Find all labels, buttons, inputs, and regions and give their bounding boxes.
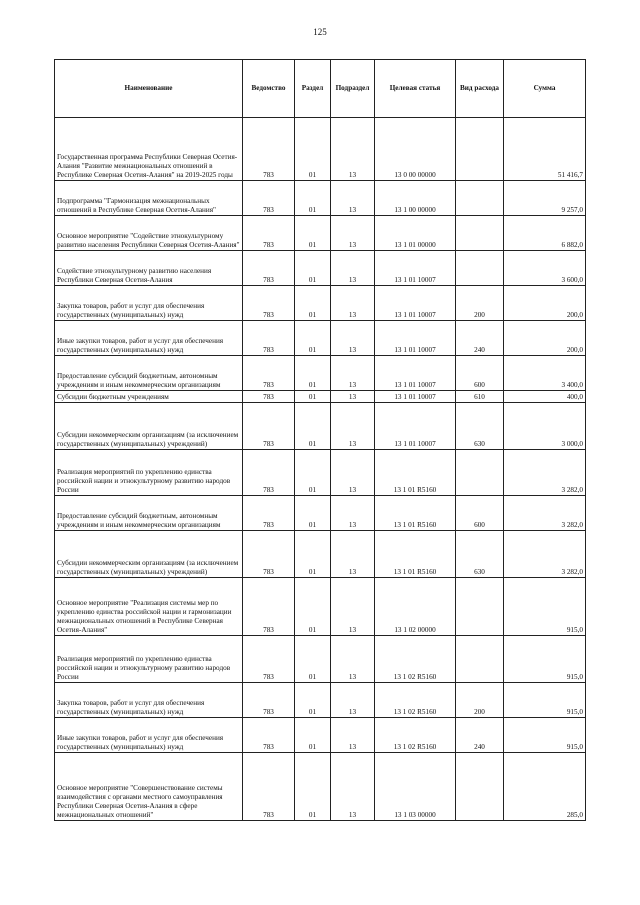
row-sum: 915,0 — [504, 636, 586, 683]
table-row — [55, 531, 586, 578]
row-department: 783 — [243, 718, 295, 753]
row-section: 01 — [295, 578, 331, 636]
row-sum: 200,0 — [504, 286, 586, 321]
row-target-article: 13 1 01 10007 — [375, 391, 456, 403]
row-expense-type: 200 — [456, 286, 504, 321]
row-subsection: 13 — [331, 450, 375, 496]
row-section: 01 — [295, 321, 331, 356]
row-target-article: 13 0 00 00000 — [375, 118, 456, 181]
row-expense-type — [456, 251, 504, 286]
row-section: 01 — [295, 531, 331, 578]
row-department: 783 — [243, 578, 295, 636]
row-name: Реализация мероприятий по укреплению единства российской нации и этнокультурному развитию народов России — [55, 450, 243, 496]
row-section: 01 — [295, 181, 331, 216]
row-department: 783 — [243, 216, 295, 251]
row-expense-type: 610 — [456, 391, 504, 403]
row-expense-type — [456, 753, 504, 821]
row-department: 783 — [243, 251, 295, 286]
row-expense-type: 240 — [456, 718, 504, 753]
row-target-article: 13 1 01 R5160 — [375, 531, 456, 578]
table-row — [55, 356, 586, 391]
row-expense-type: 240 — [456, 321, 504, 356]
row-sum: 3 282,0 — [504, 450, 586, 496]
table-row — [55, 718, 586, 753]
row-name: Основное мероприятие "Совершенствование системы взаимодействия с органами местного самоуправления Республики Северная Осетия-Алания в сфере межнациональных отношений" — [55, 753, 243, 821]
header-subsection: Подраздел — [331, 60, 375, 118]
header-name: Наименование — [55, 60, 243, 118]
row-subsection: 13 — [331, 683, 375, 718]
row-department: 783 — [243, 753, 295, 821]
table-row — [55, 251, 586, 286]
row-expense-type: 600 — [456, 356, 504, 391]
row-department: 783 — [243, 450, 295, 496]
table-header-row — [55, 60, 586, 118]
row-subsection: 13 — [331, 356, 375, 391]
table-row — [55, 321, 586, 356]
row-section: 01 — [295, 356, 331, 391]
row-name: Иные закупки товаров, работ и услуг для обеспечения государственных (муниципальных) нужд — [55, 718, 243, 753]
row-sum: 6 882,0 — [504, 216, 586, 251]
row-name: Закупка товаров, работ и услуг для обеспечения государственных (муниципальных) нужд — [55, 683, 243, 718]
row-subsection: 13 — [331, 118, 375, 181]
row-section: 01 — [295, 403, 331, 450]
row-department: 783 — [243, 286, 295, 321]
table-row — [55, 683, 586, 718]
row-target-article: 13 1 01 R5160 — [375, 496, 456, 531]
row-sum: 915,0 — [504, 718, 586, 753]
row-subsection: 13 — [331, 216, 375, 251]
row-subsection: 13 — [331, 403, 375, 450]
row-target-article: 13 1 01 00000 — [375, 216, 456, 251]
row-department: 783 — [243, 531, 295, 578]
row-sum: 915,0 — [504, 683, 586, 718]
row-section: 01 — [295, 636, 331, 683]
row-section: 01 — [295, 216, 331, 251]
row-subsection: 13 — [331, 636, 375, 683]
table-row — [55, 118, 586, 181]
table-row — [55, 578, 586, 636]
row-subsection: 13 — [331, 531, 375, 578]
row-subsection: 13 — [331, 391, 375, 403]
row-target-article: 13 1 02 R5160 — [375, 636, 456, 683]
row-target-article: 13 1 01 10007 — [375, 321, 456, 356]
row-expense-type — [456, 578, 504, 636]
row-sum: 3 600,0 — [504, 251, 586, 286]
row-name: Предоставление субсидий бюджетным, автономным учреждениям и иным некоммерческим организациям — [55, 356, 243, 391]
row-subsection: 13 — [331, 181, 375, 216]
row-sum: 3 000,0 — [504, 403, 586, 450]
row-sum: 3 400,0 — [504, 356, 586, 391]
row-section: 01 — [295, 718, 331, 753]
table-row — [55, 181, 586, 216]
row-sum: 915,0 — [504, 578, 586, 636]
table-row — [55, 450, 586, 496]
row-section: 01 — [295, 683, 331, 718]
table-row — [55, 403, 586, 450]
row-subsection: 13 — [331, 578, 375, 636]
row-name: Субсидии некоммерческим организациям (за исключением государственных (муниципальных) учреждений) — [55, 403, 243, 450]
row-subsection: 13 — [331, 718, 375, 753]
row-expense-type — [456, 216, 504, 251]
row-subsection: 13 — [331, 496, 375, 531]
row-sum: 51 416,7 — [504, 118, 586, 181]
row-target-article: 13 1 02 R5160 — [375, 718, 456, 753]
table-row — [55, 496, 586, 531]
row-expense-type — [456, 450, 504, 496]
row-target-article: 13 1 00 00000 — [375, 181, 456, 216]
page-number: 125 — [313, 27, 327, 37]
row-name: Реализация мероприятий по укреплению единства российской нации и этнокультурному развитию народов России — [55, 636, 243, 683]
header-department: Ведомство — [243, 60, 295, 118]
row-department: 783 — [243, 683, 295, 718]
row-expense-type: 600 — [456, 496, 504, 531]
row-target-article: 13 1 01 10007 — [375, 286, 456, 321]
row-sum: 400,0 — [504, 391, 586, 403]
row-department: 783 — [243, 403, 295, 450]
row-section: 01 — [295, 391, 331, 403]
row-expense-type: 200 — [456, 683, 504, 718]
row-target-article: 13 1 01 10007 — [375, 403, 456, 450]
row-name: Подпрограмма "Гармонизация межнациональных отношений в Республике Северная Осетия-Алания" — [55, 181, 243, 216]
row-expense-type: 630 — [456, 403, 504, 450]
table-row — [55, 391, 586, 403]
header-target-article: Целевая статья — [375, 60, 456, 118]
row-section: 01 — [295, 286, 331, 321]
row-subsection: 13 — [331, 753, 375, 821]
row-section: 01 — [295, 496, 331, 531]
row-name: Основное мероприятие "Содействие этнокультурному развитию населения Республики Северная Осетия-Алания" — [55, 216, 243, 251]
row-target-article: 13 1 01 10007 — [375, 251, 456, 286]
row-target-article: 13 1 03 00000 — [375, 753, 456, 821]
row-department: 783 — [243, 496, 295, 531]
row-target-article: 13 1 01 10007 — [375, 356, 456, 391]
row-department: 783 — [243, 118, 295, 181]
row-target-article: 13 1 02 00000 — [375, 578, 456, 636]
row-expense-type — [456, 118, 504, 181]
table-row — [55, 216, 586, 251]
header-expense-type: Вид расхода — [456, 60, 504, 118]
row-sum: 285,0 — [504, 753, 586, 821]
row-section: 01 — [295, 753, 331, 821]
row-department: 783 — [243, 181, 295, 216]
row-expense-type: 630 — [456, 531, 504, 578]
header-sum: Сумма — [504, 60, 586, 118]
row-expense-type — [456, 181, 504, 216]
row-sum: 9 257,0 — [504, 181, 586, 216]
row-subsection: 13 — [331, 321, 375, 356]
table-row — [55, 753, 586, 821]
row-name: Субсидии бюджетным учреждениям — [55, 391, 243, 403]
row-section: 01 — [295, 450, 331, 496]
row-name: Содействие этнокультурному развитию населения Республики Северная Осетия-Алания — [55, 251, 243, 286]
row-department: 783 — [243, 636, 295, 683]
row-section: 01 — [295, 251, 331, 286]
row-name: Основное мероприятие "Реализация системы мер по укреплению единства российской нации и гармонизации межнациональных отношений в Республике Северная Осетия-Алания" — [55, 578, 243, 636]
row-target-article: 13 1 02 R5160 — [375, 683, 456, 718]
table-row — [55, 286, 586, 321]
row-subsection: 13 — [331, 286, 375, 321]
row-department: 783 — [243, 391, 295, 403]
row-name: Государственная программа Республики Северная Осетия-Алания "Развитие межнациональных отношений в Республике Северная Осетия-Алания" на 2019-2025 годы — [55, 118, 243, 181]
row-section: 01 — [295, 118, 331, 181]
table-row — [55, 636, 586, 683]
row-name: Предоставление субсидий бюджетным, автономным учреждениям и иным некоммерческим организациям — [55, 496, 243, 531]
budget-table — [54, 59, 586, 821]
row-sum: 3 282,0 — [504, 531, 586, 578]
row-name: Закупка товаров, работ и услуг для обеспечения государственных (муниципальных) нужд — [55, 286, 243, 321]
row-sum: 200,0 — [504, 321, 586, 356]
row-department: 783 — [243, 321, 295, 356]
row-target-article: 13 1 01 R5160 — [375, 450, 456, 496]
row-name: Иные закупки товаров, работ и услуг для обеспечения государственных (муниципальных) нужд — [55, 321, 243, 356]
row-name: Субсидии некоммерческим организациям (за исключением государственных (муниципальных) учреждений) — [55, 531, 243, 578]
row-department: 783 — [243, 356, 295, 391]
row-subsection: 13 — [331, 251, 375, 286]
header-section: Раздел — [295, 60, 331, 118]
row-expense-type — [456, 636, 504, 683]
row-sum: 3 282,0 — [504, 496, 586, 531]
